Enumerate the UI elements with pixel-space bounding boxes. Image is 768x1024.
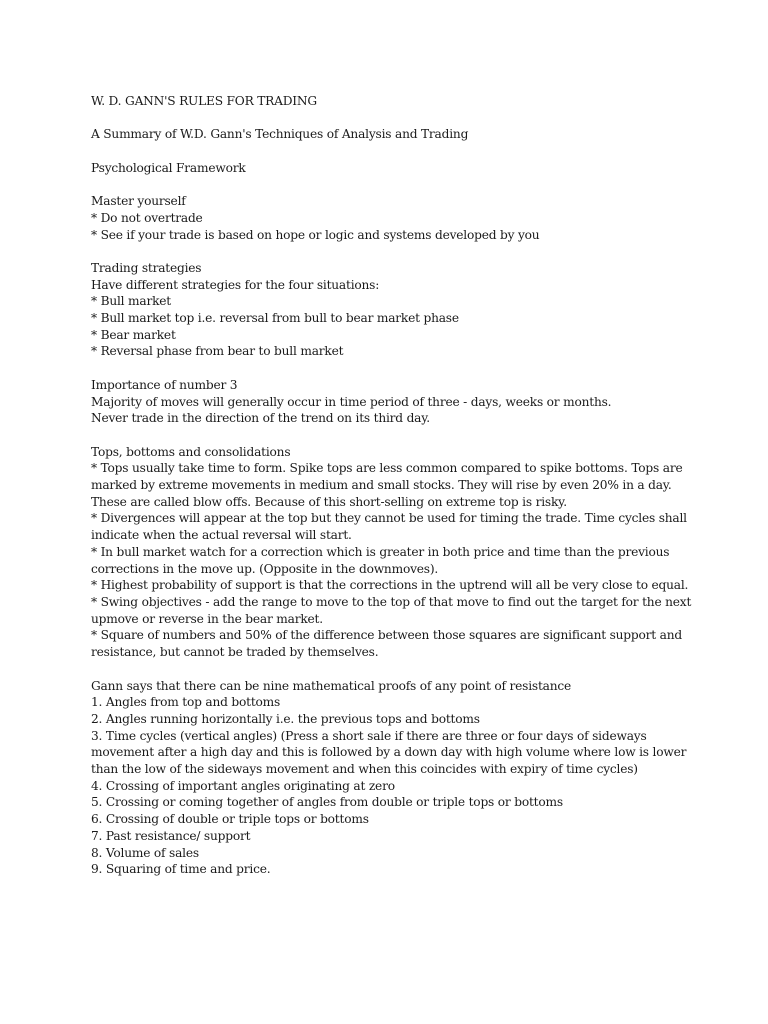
document-body <box>91 93 731 878</box>
list-item: 5. Crossing or coming together of angles from double or triple tops or bottoms <box>91 795 563 810</box>
list-item: * See if your trade is based on hope or logic and systems developed by you <box>91 227 540 242</box>
list-item: movement after a high day and this is followed by a down day with high volume where low is lower <box>91 745 687 760</box>
paragraph-line: * Tops usually take time to form. Spike tops are less common compared to spike bottoms. Tops are <box>91 461 683 476</box>
list-item: * Reversal phase from bear to bull market <box>91 344 344 359</box>
list-item: * Bear market <box>91 327 176 342</box>
paragraph-line: Never trade in the direction of the trend on its third day. <box>91 411 430 426</box>
spacer <box>91 143 731 160</box>
list-item: than the low of the sideways movement and when this coincides with expiry of time cycles) <box>91 762 638 777</box>
paragraph-line: Majority of moves will generally occur in time period of three - days, weeks or months. <box>91 394 612 409</box>
document-title: W. D. GANN'S RULES FOR TRADING <box>91 94 317 108</box>
list-item: * Bull market top i.e. reversal from bull to bear market phase <box>91 311 459 326</box>
list-item: 6. Crossing of double or triple tops or bottoms <box>91 812 369 827</box>
document-subtitle: A Summary of W.D. Gann's Techniques of Analysis and Trading <box>91 127 469 142</box>
list-item: * Bull market <box>91 294 171 309</box>
list-item: 8. Volume of sales <box>91 845 199 860</box>
section-heading-proofs: Gann says that there can be nine mathematical proofs of any point of resistance <box>91 678 572 693</box>
paragraph-line: * In bull market watch for a correction which is greater in both price and time than the previous <box>91 544 670 559</box>
section-heading-framework: Psychological Framework <box>91 160 246 175</box>
spacer <box>91 110 731 127</box>
section-heading-number3: Importance of number 3 <box>91 377 238 392</box>
section-heading-tops: Tops, bottoms and consolidations <box>91 444 291 459</box>
paragraph-line: resistance, but cannot be traded by themselves. <box>91 645 379 660</box>
list-item: 3. Time cycles (vertical angles) (Press a short sale if there are three or four days of sideways <box>91 728 647 743</box>
spacer <box>91 360 731 377</box>
paragraph-line: * Divergences will appear at the top but they cannot be used for timing the trade. Time cycles shall <box>91 511 687 526</box>
spacer <box>91 661 731 678</box>
paragraph-line: * Swing objectives - add the range to move to the top of that move to find out the target for the next <box>91 595 692 609</box>
list-item: 9. Squaring of time and price. <box>91 862 271 877</box>
paragraph-line: Have different strategies for the four situations: <box>91 277 380 292</box>
spacer <box>91 427 731 444</box>
paragraph-line: * Highest probability of support is that the corrections in the uptrend will all be very close to equal. <box>91 578 689 593</box>
list-item: 1. Angles from top and bottoms <box>91 695 281 710</box>
paragraph-line: indicate when the actual reversal will start. <box>91 528 352 543</box>
list-item: 2. Angles running horizontally i.e. the previous tops and bottoms <box>91 711 480 726</box>
list-item: * Do not overtrade <box>91 210 203 225</box>
section-heading-strategies: Trading strategies <box>91 260 202 275</box>
section-heading-master: Master yourself <box>91 194 186 209</box>
list-item: 7. Past resistance/ support <box>91 828 251 843</box>
spacer <box>91 176 731 193</box>
paragraph-line: * Square of numbers and 50% of the difference between those squares are significant support and <box>91 628 682 643</box>
paragraph-line: upmove or reverse in the bear market. <box>91 611 323 626</box>
paragraph-line: corrections in the move up. (Opposite in the downmoves). <box>91 561 439 576</box>
paragraph-line: These are called blow offs. Because of this short-selling on extreme top is risky. <box>91 494 567 509</box>
paragraph-line: marked by extreme movements in medium and small stocks. They will rise by even 20% in a day. <box>91 478 672 493</box>
list-item: 4. Crossing of important angles originating at zero <box>91 778 395 793</box>
spacer <box>91 243 731 260</box>
